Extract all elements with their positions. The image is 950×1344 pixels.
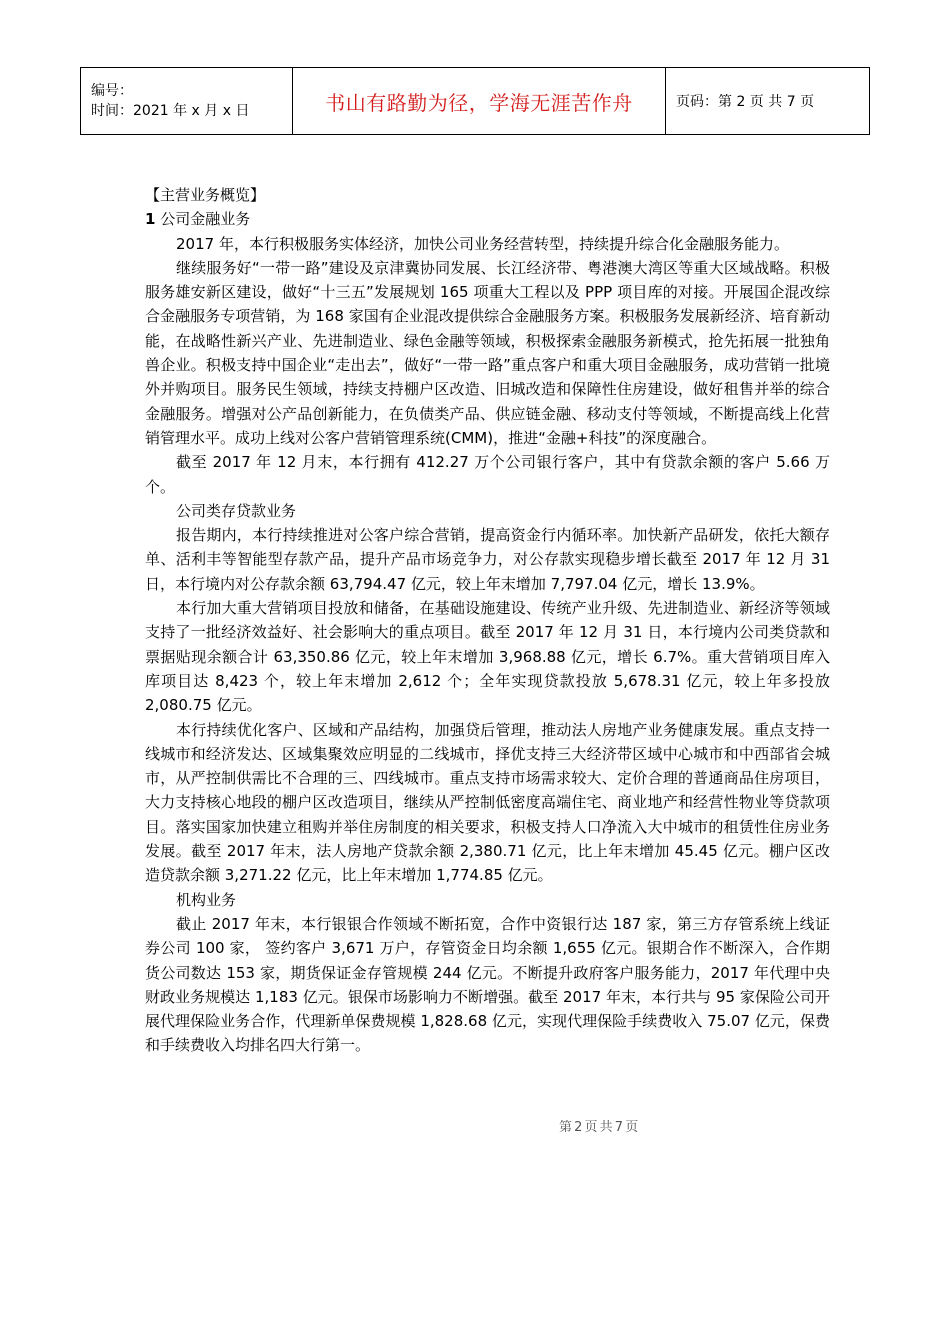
document-body [145,183,830,1058]
paragraph: 报告期内，本行持续推进对公客户综合营销，提高资金行内循环率。加快新产品研发，依托大额存单、活利丰等智能型存款产品，提升产品市场竞争力，对公存款实现稳步增长截至 2017 年 12 月 31 日，本行境内对公存款余额 63,794.47 亿元，较上年末增加 7,797.04 亿元，增长 13.9%。 [145,526,830,593]
subsection-title: 公司金融业务 [160,210,251,229]
paragraph-heading: 机构业务 [176,890,237,909]
motto-text: 书山有路勤为径，学海无涯苦作舟 [325,90,633,115]
document-date-label: 时间：2021 年 x 月 x 日 [91,103,250,119]
document-header-table [80,67,870,135]
overlay-page-number: 第 2 页 共 7 页 [559,1120,638,1135]
header-info-cell [81,68,293,135]
header-page-cell [666,68,870,135]
paragraph: 继续服务好“一带一路”建设及京津冀协同发展、长江经济带、粤港澳大湾区等重大区域战略。积极服务雄安新区建设，做好“十三五”发展规划 165 项重大工程以及 PPP 项目库的对接。开展国企混改综合金融服务专项营销，为 168 家国有企业混改提供综合金融服务方案。积极服务发展新经济、培育新动能，在战略性新兴产业、先进制造业、绿色金融等领域，积极探索金融服务新模式，抢先拓展一批独角兽企业。积极支持中国企业“走出去”，做好“一带一路”重点客户和重大项目金融服务，成功营销一批境外并购项目。服务民生领域，持续支持棚户区改造、旧城改造和保障性住房建设，做好租售并举的综合金融服务。增强对公产品创新能力，在负债类产品、供应链金融、移动支付等领域，不断提高线上化营销管理水平。成功上线对公客户营销管理系统(CMM)，推进“金融+科技”的深度融合。 [145,258,830,447]
paragraph-heading: 公司类存贷款业务 [176,501,297,520]
paragraph: 截止 2017 年末，本行银银合作领域不断拓宽，合作中资银行达 187 家，第三方存管系统上线证券公司 100 家， 签约客户 3,671 万户，存管资金日均余额 1,655 亿元。银期合作不断深入，合作期货公司数达 153 家，期货保证金存管规模 244 亿元。不断提升政府客户服务能力，2017 年代理中央财政业务规模达 1,183 亿元。银保市场影响力不断增强。截至 2017 年末，本行共与 95 家保险公司开展代理保险业务合作，代理新单保费规模 1,828.68 亿元，实现代理保险手续费收入 75.07 亿元，保费和手续费收入均排名四大行第一。 [145,914,830,1055]
paragraph: 本行加大重大营销项目投放和储备，在基础设施建设、传统产业升级、先进制造业、新经济等领域支持了一批经济效益好、社会影响大的重点项目。截至 2017 年 12 月 31 日，本行境内公司类贷款和票据贴现余额合计 63,350.86 亿元，较上年末增加 3,968.88 亿元，增长 6.7%。重大营销项目库入库项目达 8,423 个，较上年末增加 2,612 个；全年实现贷款投放 5,678.31 亿元，较上年多投放 2,080.75 亿元。 [145,599,830,715]
subsection-number: 1 [145,210,156,229]
paragraph: 本行持续优化客户、区域和产品结构，加强贷后管理，推动法人房地产业务健康发展。重点支持一线城市和经济发达、区域集聚效应明显的二线城市，择优支持三大经济带区域中心城市和中西部省会城市，从严控制供需比不合理的三、四线城市。重点支持市场需求较大、定价合理的普通商品住房项目，大力支持核心地段的棚户区改造项目，继续从严控制低密度高端住宅、商业地产和经营性物业等贷款项目。落实国家加快建立租购并举住房制度的相关要求，积极支持人口净流入大中城市的租赁性住房业务发展。截至 2017 年末，法人房地产贷款余额 2,380.71 亿元，比上年末增加 45.45 亿元。棚户区改造贷款余额 3,271.22 亿元，比上年末增加 1,774.85 亿元。 [145,720,830,885]
page-number-label: 页码：第 2 页 共 7 页 [676,94,815,110]
header-motto-cell [293,68,666,135]
section-title: 【主营业务概览】 [145,186,266,204]
subsection-heading [145,207,830,231]
document-number-label: 编号： [91,83,133,99]
paragraph: 2017 年，本行积极服务实体经济，加快公司业务经营转型，持续提升综合化金融服务能力。 [176,234,789,253]
paragraph: 截至 2017 年 12 月末，本行拥有 412.27 万个公司银行客户，其中有贷款余额的客户 5.66 万个。 [145,453,830,496]
